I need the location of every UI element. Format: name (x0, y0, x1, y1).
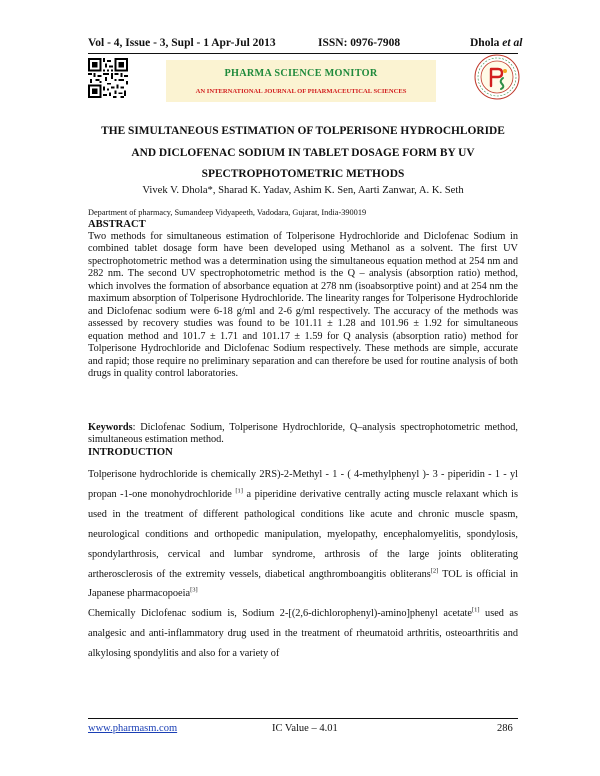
qr-code-icon (88, 58, 128, 98)
affiliation: Department of pharmacy, Sumandeep Vidyapeeth, Vadodara, Gujarat, India-390019 (88, 208, 367, 217)
keywords-label: Keywords (88, 422, 133, 433)
journal-banner (166, 60, 436, 102)
abstract-text: Two methods for simultaneous estimation of Tolperisone Hydrochloride and Diclofenac Sodium in combined tablet dosage form have been developed using Methanol as a solvent. The first UV spectrophotometric method was a determination using the simultaneous equation method at 254 nm and 282 nm. The second UV spectrophotometric method is the Q – analysis (absorption ratio) method, which involves the formation of absorbance equation at 278 nm (isoabsorptive point) and at 254 nm the maximum absorption of Tolperisone Hydrochloride. The linearity ranges for Tolperisone Hydrochloride and Diclofenac sodium were 6-18 g/ml and 2-6 g/ml respectively. The accuracy of the methods was assessed by recovery studies was found to be 101.11 ± 1.28 and 101.96 ± 1.92 for simultaneous equation method and 101.7 ± 1.71 and 101.17 ± 1.59 for Q analysis (absorption ratio) method for Tolperisone Hydrochloride and Diclofenac Sodium respectively. These methods are simple, accurate and rapid; those require no preliminary separation and can therefore be used for routine analysis of both drugs in quality control laboratories. (88, 231, 518, 379)
intro-p1-text-b: a piperidine derivative centrally acting muscle relaxant which is used in the treatment of different pathological conditions like acute and chronic muscle spasm, neurological conditions and orthopedic manipulation, myelopathy, encephalomyelitis, spondylosis, spondylarthrosis, cervical and lumbar syndrome, arthrosis of the large joints obliterating artherosclerosis of the extremity vessels, diabetical angthromboangitis obliterans (88, 488, 518, 580)
website-link[interactable]: www.pharmasm.com (88, 723, 178, 734)
journal-issn: ISSN: 0976-7908 (318, 37, 401, 49)
et-al: et al (502, 37, 523, 49)
author-running-head (470, 37, 522, 49)
journal-seal-logo (474, 54, 520, 100)
citation-2[interactable]: [2] (430, 567, 439, 575)
intro-p2-text-a: Chemically Diclofenac sodium is, Sodium 2-[(2,6-dichlorophenyl)-amino]phenyl acetate (88, 608, 472, 620)
keywords (88, 422, 518, 447)
page-number: 286 (497, 723, 513, 734)
journal-subtitle: AN INTERNATIONAL JOURNAL OF PHARMACEUTICAL SCIENCES (195, 88, 407, 95)
intro-p1-text-a: Tolperisone hydrochloride is chemically 2RS)-2-Methyl - 1 - ( 4-methylphenyl )- 3 - piperidin - 1 - yl propan -1-one monohydrochloride (88, 469, 518, 500)
header-rule (88, 53, 518, 54)
ic-value: IC Value – 4.01 (272, 723, 338, 734)
intro-paragraph-2 (88, 604, 518, 664)
intro-p2-text-b: used as analgesic and anti-inflammatory drug used in the treatment of rheumatoid arthritis, osteoarthritis and alkylosing spondylitis and also for a variety of (88, 608, 518, 660)
intro-paragraph-1 (88, 465, 518, 604)
footer-rule (88, 718, 518, 719)
introduction-body (88, 465, 518, 664)
article-title-line-1: THE SIMULTANEOUS ESTIMATION OF TOLPERISONE HYDROCHLORIDE (101, 125, 505, 137)
journal-issue: Vol - 4, Issue - 3, Supl - 1 Apr-Jul 2013 (88, 37, 276, 49)
abstract-heading: ABSTRACT (88, 219, 146, 230)
intro-p1-text-c: TOL is official in Japanese pharmacopoeia (88, 568, 519, 600)
citation-3[interactable]: [3] (190, 587, 198, 595)
keywords-text: : Diclofenac Sodium, Tolperisone Hydrochloride, Q–analysis spectrophotometric method, simultaneous estimation method. (88, 422, 518, 446)
author-short: Dhola (470, 37, 500, 49)
citation-1[interactable]: [1] (235, 487, 243, 495)
journal-name: PHARMA SCIENCE MONITOR (224, 68, 378, 79)
author-list: Vivek V. Dhola*, Sharad K. Yadav, Ashim K. Sen, Aarti Zanwar, A. K. Seth (142, 185, 464, 196)
article-title-line-3: SPECTROPHOTOMETRIC METHODS (201, 168, 405, 180)
article-title-line-2: AND DICLOFENAC SODIUM IN TABLET DOSAGE FORM BY UV (131, 147, 475, 159)
citation-4[interactable]: [1] (471, 606, 480, 614)
introduction-heading: INTRODUCTION (88, 447, 173, 458)
